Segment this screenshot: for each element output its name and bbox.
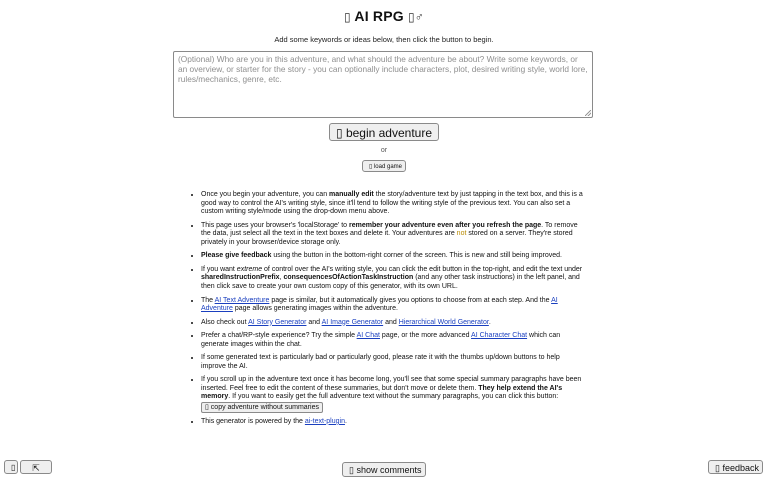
ai-character-chat-link[interactable]: AI Character Chat: [471, 332, 528, 340]
list-item: • Prefer a chat/RP-style experience? Try the simple AI Chat page, or the more advanced AI Character Chat which can generate images within the chat.: [201, 332, 586, 349]
list-item: • If you scroll up in the adventure text once it has become long, you'll see that some special summary paragraphs have been inserted. Feel free to edit the content of these summaries, but don't move or delete them. They help extend the AI's memory. If you want to easily get the full adventure text without the summary paragraphs, you can click this button: ▯ copy adventure without summaries: [201, 376, 586, 413]
game-icon: ▯: [344, 10, 351, 24]
fullscreen-button[interactable]: ⇱: [20, 460, 52, 474]
list-item: • The AI Text Adventure page is similar, but it automatically gives you options to choose from at each step. And the AI Adventure page allows generating images within the adventure.: [201, 297, 586, 314]
list-item: • If some generated text is particularly bad or particularly good, please rate it with the thumbs up/down buttons to help improve the AI.: [201, 354, 586, 371]
list-item: • If you want extreme of control over the AI's writing style, you can click the edit button in the top-right, and edit the text under sharedInstructionPrefix, consequencesOfActionTaskInstruction (and any other task instructions) in the left panel, and then click save to create your own custom copy of this generator, with its own URL.: [201, 266, 586, 292]
character-icon: ▯♂: [407, 10, 424, 24]
ai-chat-link[interactable]: AI Chat: [356, 332, 380, 340]
hierarchical-world-generator-link[interactable]: Hierarchical World Generator: [398, 318, 489, 326]
resize-grip-icon[interactable]: [585, 110, 591, 116]
prompt-placeholder: (Optional) Who are you in this adventure, and what should the adventure be about? Write some keywords, or an overview, or starter for the story - you can optionally include characters, plot, desired writing style, world lore, rules/mechanics, genre, etc.: [178, 54, 588, 85]
ai-adventure-link[interactable]: AI Adventure: [201, 296, 558, 313]
list-item: • This generator is powered by the ai-text-plugin.: [201, 418, 586, 427]
info-list: [193, 191, 586, 431]
load-game-button[interactable]: ▯ load game: [362, 160, 406, 172]
list-item: • Also check out AI Story Generator and AI Image Generator and Hierarchical World Generator.: [201, 319, 586, 328]
ai-story-generator-link[interactable]: AI Story Generator: [248, 318, 307, 326]
ai-image-generator-link[interactable]: AI Image Generator: [321, 318, 384, 326]
show-comments-button[interactable]: ▯ show comments: [342, 462, 426, 477]
ai-text-adventure-link[interactable]: AI Text Adventure: [214, 296, 270, 304]
or-separator: or: [380, 147, 388, 154]
list-item: • Please give feedback using the button in the bottom-right corner of the screen. This is new and still being improved.: [201, 252, 586, 261]
page-title: [0, 8, 768, 24]
begin-adventure-button[interactable]: ▯ begin adventure: [329, 123, 439, 141]
title-text: AI RPG: [354, 8, 404, 24]
copy-adventure-button[interactable]: ▯ copy adventure without summaries: [201, 402, 323, 413]
list-item: • This page uses your browser's 'localStorage' to remember your adventure even after you refresh the page. To remove the data, just select all the text in the text boxes and delete it. Your adventures are not stored on a server. They're stored privately in your browser/device storage only.: [201, 222, 586, 248]
adventure-prompt-input[interactable]: [173, 51, 593, 118]
ai-text-plugin-link[interactable]: ai-text-plugin: [304, 417, 345, 425]
list-item: • Once you begin your adventure, you can manually edit the story/adventure text by just tapping in the text box, and this is a good way to control the AI's writing style, since it'll tend to follow the writing style of the previous text. You can also set a custom writing style/mode using the drop-down menu above.: [201, 191, 586, 217]
menu-button[interactable]: ▯: [4, 460, 18, 474]
page-subtitle: Add some keywords or ideas below, then click the button to begin.: [274, 35, 494, 44]
feedback-button[interactable]: ▯ feedback: [708, 460, 763, 474]
